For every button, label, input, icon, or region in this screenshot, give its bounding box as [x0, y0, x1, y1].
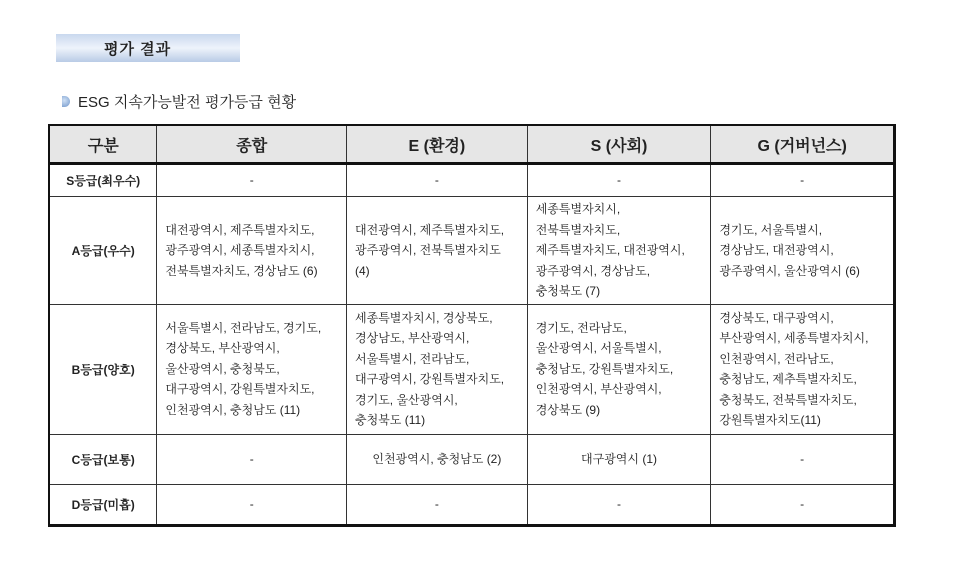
column-header: 구분 [49, 125, 157, 164]
header-row [49, 125, 895, 164]
cell-line: 대전광역시, 제주특별자치도, [165, 222, 315, 237]
grade-cell [527, 434, 711, 484]
cell-line: 인천광역시, 부산광역시, [535, 382, 662, 397]
grade-cell [347, 197, 528, 305]
cell-line: 세종특별자치시, [535, 202, 621, 216]
cell-line: 충청남도, 제추특별자치도, [719, 372, 857, 386]
grade-cell [347, 164, 528, 197]
cell-line: 경상남도, 부산광역시, [355, 331, 470, 345]
cell-line: 울산광역시, 서울특별시, [535, 341, 662, 356]
esg-grade-table [48, 124, 896, 527]
cell-line: 충청남도, 강원특별자치도, [535, 361, 674, 376]
subtitle-text: ESG 지속가능발전 평가등급 현황 [78, 94, 297, 111]
cell-line: - [249, 496, 254, 511]
cell-line: 광주광역시, 세종특별자치시, [165, 243, 315, 257]
cell-line: - [249, 451, 254, 466]
grade-label: D등급(미흡) [49, 484, 157, 525]
cell-line: 경상북도, 대구광역시, [719, 310, 834, 325]
grade-cell [157, 484, 347, 525]
cell-line: 대구광역시, 강원특별자치도, [165, 382, 315, 397]
cell-line: 충청북도 (7) [535, 284, 601, 298]
table-row [49, 197, 895, 305]
cell-line: - [800, 451, 805, 466]
grade-cell [527, 164, 711, 197]
cell-line: 충청북도 (11) [355, 413, 426, 427]
cell-line: 대전광역시, 제주특별자치도, [355, 222, 505, 237]
cell-line: 대구광역시 (1) [581, 451, 657, 466]
cell-line: 울산광역시, 충청북도, [165, 361, 280, 376]
cell-line: 부산광역시, 세종특별자치시, [719, 331, 869, 345]
grade-cell [347, 434, 528, 484]
grade-cell [711, 304, 895, 434]
grade-cell [157, 164, 347, 197]
cell-line: 서울특별시, 전라남도, 경기도, [165, 320, 322, 335]
column-header: 종합 [157, 125, 347, 164]
cell-line: 경기도, 서울특별시, [719, 222, 823, 237]
cell-line: 전북특별자치도, 경상남도 (6) [165, 263, 318, 278]
grade-cell [157, 434, 347, 484]
cell-line: 인천광역시, 충청남도 (11) [165, 402, 301, 417]
grade-cell [527, 484, 711, 525]
cell-line: 경상북도 (9) [535, 402, 601, 417]
cell-line: 인천광역시, 충청남도 (2) [372, 451, 502, 466]
column-header: E (환경) [347, 125, 528, 164]
cell-line: 대구광역시, 강원특별자치도, [355, 372, 505, 386]
cell-line: - [617, 173, 622, 188]
cell-line: 경기도, 전라남도, [535, 320, 627, 335]
grade-cell [711, 164, 895, 197]
cell-line: 경기도, 울산광역시, [355, 392, 458, 407]
grade-cell [157, 304, 347, 434]
cell-line: - [800, 173, 805, 188]
cell-line: (4) [355, 263, 370, 278]
grade-cell [347, 304, 528, 434]
cell-line: 인천광역시, 전라남도, [719, 351, 834, 366]
grade-label: B등급(양호) [49, 304, 157, 434]
cell-line: - [434, 173, 439, 188]
cell-line: 충청북도, 전북특별자치도, [719, 392, 857, 407]
grade-cell [527, 304, 711, 434]
grade-label: C등급(보통) [49, 434, 157, 484]
column-header: G (거버넌스) [711, 125, 895, 164]
table-row [49, 434, 895, 484]
cell-line: 광주광역시, 울산광역시 (6) [719, 263, 860, 278]
cell-line: 제주특별자치도, 대전광역시, [535, 243, 685, 257]
cell-line: 경상남도, 대전광역시, [719, 243, 834, 257]
cell-line: - [800, 496, 805, 511]
bullet-icon [62, 96, 70, 107]
column-header: S (사회) [527, 125, 711, 164]
cell-line: - [617, 496, 622, 511]
cell-line: 세종특별자치시, 경상북도, [355, 310, 493, 325]
grade-label: S등급(최우수) [49, 164, 157, 197]
cell-line: 서울특별시, 전라남도, [355, 351, 470, 366]
grade-cell [527, 197, 711, 305]
cell-line: 전북특별자치도, [535, 222, 621, 237]
cell-line: 경상북도, 부산광역시, [165, 341, 280, 356]
table-row [49, 164, 895, 197]
grade-cell [711, 434, 895, 484]
grade-cell [711, 484, 895, 525]
cell-line: 광주광역시, 전북특별자치도 [355, 243, 501, 257]
cell-line: 강원특별자치도(11) [719, 413, 821, 427]
cell-line: - [434, 496, 439, 511]
table-row [49, 484, 895, 525]
cell-line: - [249, 173, 254, 188]
cell-line: 광주광역시, 경상남도, [535, 263, 651, 278]
grade-cell [711, 197, 895, 305]
grade-cell [157, 197, 347, 305]
subtitle [62, 91, 296, 112]
grade-label: A등급(우수) [49, 197, 157, 305]
section-title: 평가 결과 [56, 34, 240, 62]
table-row [49, 304, 895, 434]
grade-cell [347, 484, 528, 525]
